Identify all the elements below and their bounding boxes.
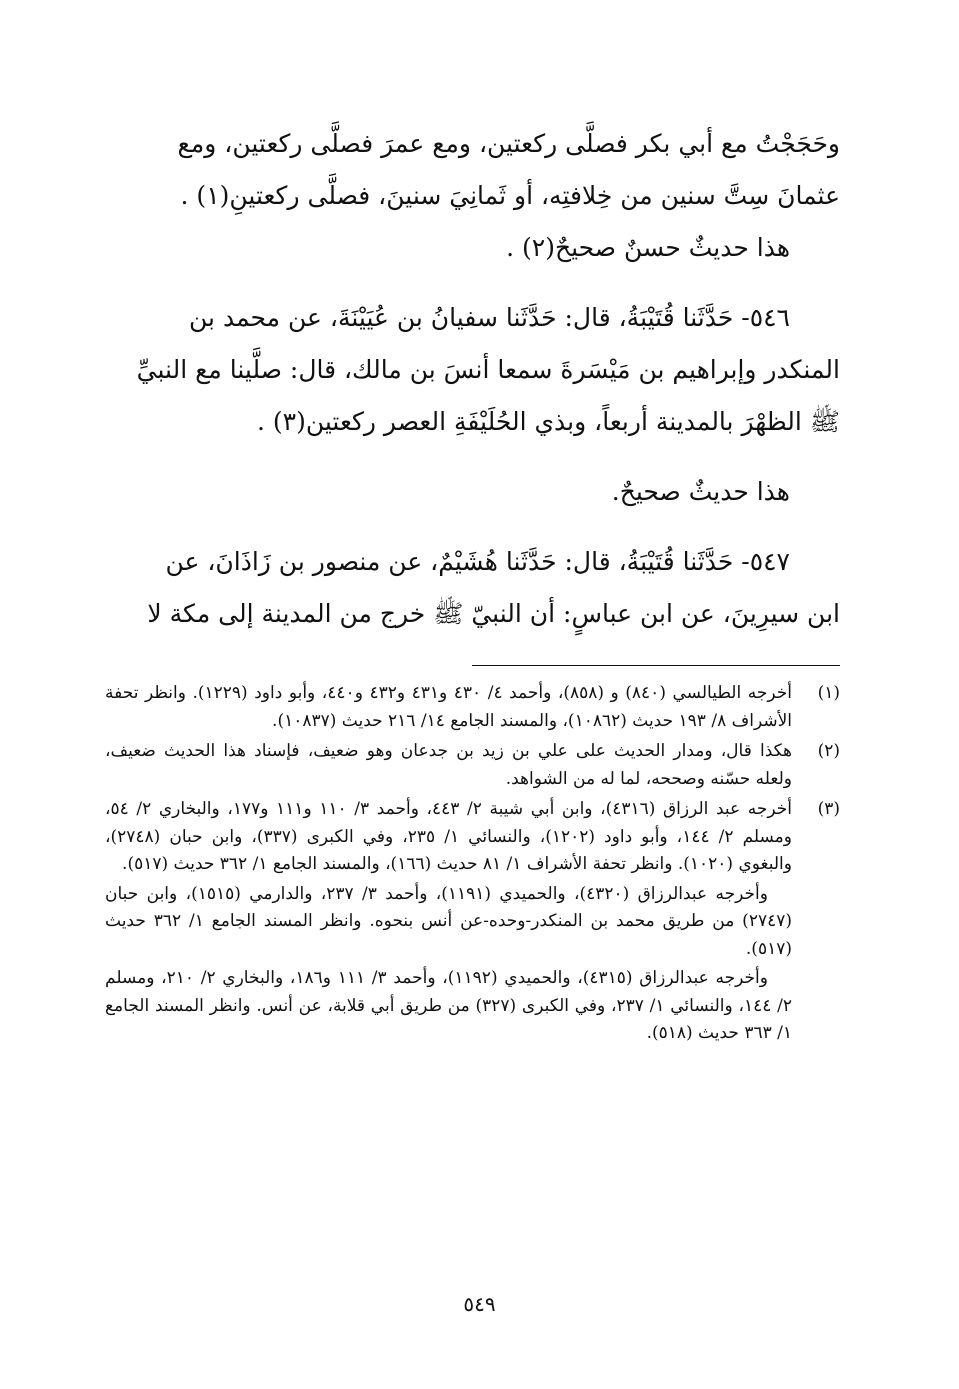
footnote-separator <box>472 665 840 666</box>
footnotes <box>105 680 840 1051</box>
main-line: ابن سيرِينَ، عن ابن عباسٍ: أن النبيّ ﷺ خرج من المدينة إلى مكة لا <box>147 599 840 628</box>
footnote-number: (٢) <box>817 741 840 761</box>
footnote-2 <box>105 738 840 793</box>
footnote-number: (٣) <box>817 799 840 819</box>
footnote-3 <box>105 796 840 1048</box>
hadith-546-start: ٥٤٦- حَدَّثَنا قُتَيْبَةُ، قال: حَدَّثَنا سفيانُ بن عُيَيْنَةَ، عن محمد بن <box>189 303 790 332</box>
footnote-1 <box>105 680 840 735</box>
main-line: المنكدر وإبراهيم بن مَيْسَرةَ سمعا أنسَ بن مالك، قال: صلَّينا مع النبيِّ <box>136 355 840 384</box>
footnote-text: وأخرجه عبدالرزاق (٤٣٢٠)، والحميدي (١١٩١)، وأحمد ٣/ ٢٣٧، والدارمي (١٥١٥)، وابن حبان (٢٧٤٧) من طريق محمد بن المنكدر-وحده-عن أنس بنحوه. وانظر المسند الجامع ١/ ٣٦٢ حديث (٥١٧). <box>105 883 792 959</box>
hadith-547-start: ٥٤٧- حَدَّثَنا قُتَيْبَةُ، قال: حَدَّثَنا هُشَيْمٌ، عن منصور بن زَاذَانَ، عن <box>165 547 790 576</box>
footnote-text: أخرجه الطيالسي (٨٤٠) و (٨٥٨)، وأحمد ٤/ ٤٣٠ و٤٣١ و٤٣٢ و٤٤٠، وأبو داود (١٢٢٩). وانظر تحفة الأشراف ٨/ ١٩٣ حديث (١٠٨٦٢)، والمسند الجامع ١٤/ ٢١٦ حديث (١٠٨٣٧). <box>105 683 792 731</box>
footnote-text: أخرجه عبد الرزاق (٤٣١٦)، وابن أبي شيبة ٢/ ٤٤٣، وأحمد ٣/ ١١٠ و١١١ و١٧٧، والبخاري ٢/ ٥٤، ومسلم ٢/ ١٤٤، وأبو داود (١٢٠٢)، والنسائي ١/ ٢٣٥، وفي الكبرى (٣٣٧)، وابن حبان (٢٧٤٨)، والبغوي (١٠٢٠). وانظر تحفة الأشراف ١/ ٨١ حديث (١٦٦)، والمسند الجامع ١/ ٣٦٢ حديث (٥١٧). <box>105 799 792 874</box>
main-line: عثمانَ سِتَّ سنين من خِلافتِه، أو ثَمانِيَ سنينَ، فصلَّى ركعتينِ(١) . <box>180 181 840 210</box>
grading-line: هذا حديثٌ صحيحٌ. <box>611 477 790 506</box>
footnote-number: (١) <box>817 683 840 703</box>
main-line: ﷺ الظهْرَ بالمدينة أربعاً، وبذي الحُلَيْفَةِ العصر ركعتين(٣) . <box>256 407 840 436</box>
grading-line: هذا حديثٌ حسنٌ صحيحٌ(٢) . <box>506 233 790 262</box>
page-number: ٥٤٩ <box>463 1292 496 1316</box>
footnote-text: هكذا قال، ومدار الحديث على علي بن زيد بن جدعان وهو ضعيف، فإسناد هذا الحديث ضعيف، ولعله حسّنه وصححه، لما له من الشواهد. <box>105 741 792 789</box>
main-line: وحَجَجْتُ مع أبي بكر فصلَّى ركعتين، ومع عمرَ فصلَّى ركعتين، ومع <box>177 129 840 158</box>
main-text <box>105 118 840 640</box>
footnote-text: وأخرجه عبدالرزاق (٤٣١٥)، والحميدي (١١٩٢)، وأحمد ٣/ ١١١ و١٨٦، والبخاري ٢/ ٢١٠، ومسلم ٢/ ١٤٤، والنسائي ١/ ٢٣٧، وفي الكبرى (٣٢٧) من طريق أبي قلابة، عن أنس. وانظر المسند الجامع ١/ ٣٦٣ حديث (٥١٨). <box>105 968 792 1043</box>
